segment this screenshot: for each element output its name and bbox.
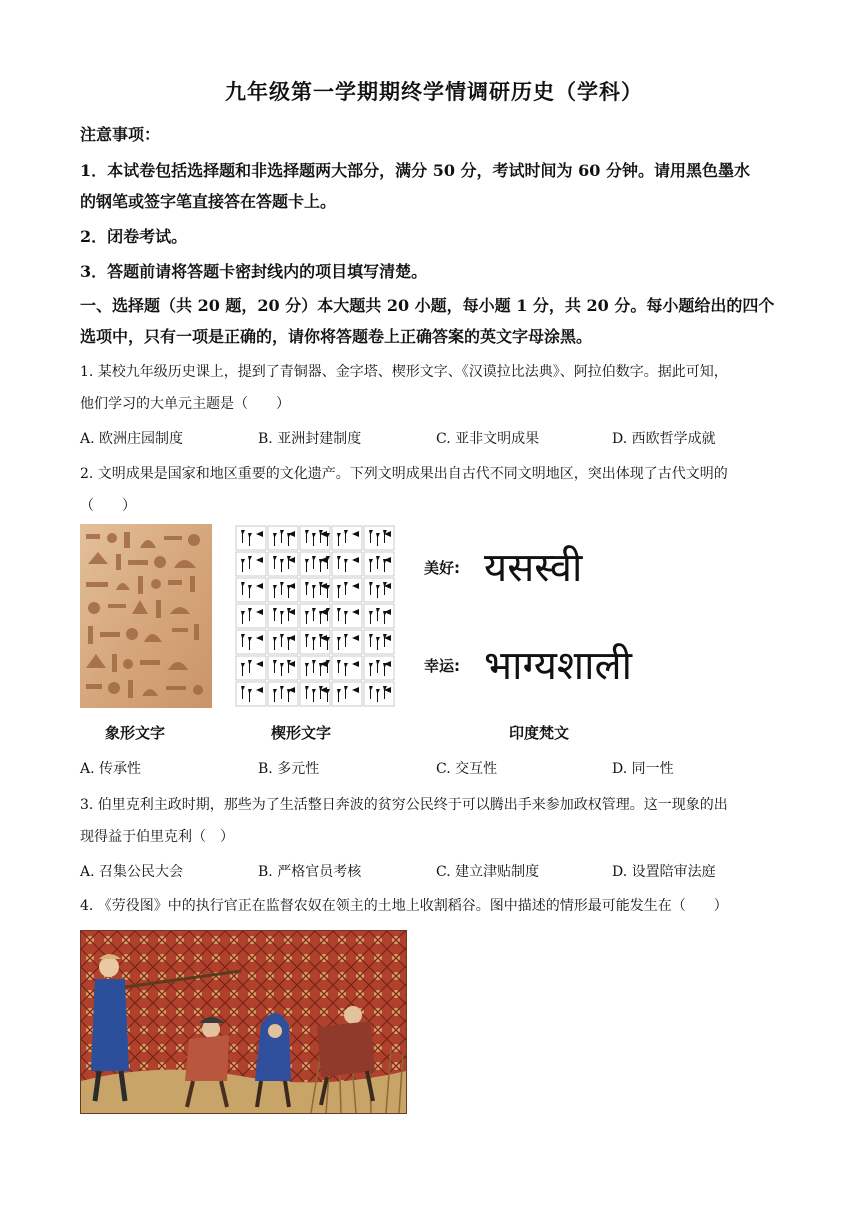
q3-option-c: C. 建立津贴制度	[436, 864, 540, 880]
sanskrit-label-beautiful: 美好:	[424, 559, 460, 577]
question-4-stem: 4. 《劳役图》中的执行官正在监督农奴在领主的土地上收割稻谷。图中描述的情形最可能发生在（ ）	[80, 898, 728, 914]
q2-option-b: B. 多元性	[258, 761, 320, 777]
question-2-stem: 2. 文明成果是国家和地区重要的文化遗产。下列文明成果出自古代不同文明地区，突出体现了古代文明的	[80, 466, 728, 482]
hieroglyph-image	[80, 524, 212, 708]
q1-option-b: B. 亚洲封建制度	[258, 431, 362, 447]
sanskrit-label-lucky: 幸运:	[424, 657, 460, 675]
question-3-stem: 3. 伯里克利主政时期，那些为了生活整日奔波的贫穷公民终于可以腾出手来参加政权管理。这一现象的出	[80, 797, 728, 813]
q3-option-d: D. 设置陪审法庭	[612, 864, 716, 880]
notice-item-1-cont: 的钢笔或签字笔直接答在答题卡上。	[80, 192, 337, 211]
sanskrit-word-beautiful: यसस्वी	[484, 545, 583, 591]
q1-option-a: A. 欧洲庄园制度	[80, 431, 184, 447]
q2-option-a: A. 传承性	[80, 761, 142, 777]
caption-cuneiform: 楔形文字	[271, 724, 332, 742]
notice-heading: 注意事项：	[80, 125, 161, 144]
labor-illustration	[80, 930, 407, 1114]
question-3-stem-cont: 现得益于伯里克利（ ）	[80, 829, 234, 845]
section-1-instructions: 一、选择题（共 20 题，20 分）本大题共 20 小题，每小题 1 分，共 20 分。每小题给出的四个	[80, 296, 775, 315]
section-1-instructions-cont: 选项中，只有一项是正确的，请你将答题卷上正确答案的英文字母涂黑。	[80, 327, 593, 346]
q2-option-c: C. 交互性	[436, 761, 498, 777]
q2-option-d: D. 同一性	[612, 761, 674, 777]
cuneiform-image	[234, 524, 402, 708]
caption-hieroglyphs: 象形文字	[105, 724, 166, 742]
question-1-stem-cont: 他们学习的大单元主题是（ ）	[80, 396, 290, 412]
q3-option-b: B. 严格官员考核	[258, 864, 362, 880]
q1-option-d: D. 西欧哲学成就	[612, 431, 716, 447]
notice-item-3: 3．答题前请将答题卡密封线内的项目填写清楚。	[80, 262, 428, 281]
notice-item-1: 1．本试卷包括选择题和非选择题两大部分，满分 50 分，考试时间为 60 分钟。请用黑色墨水	[80, 161, 750, 180]
sanskrit-word-lucky: भाग्यशाली	[484, 643, 632, 689]
question-2-stem-cont: （ ）	[80, 498, 136, 514]
q1-option-c: C. 亚非文明成果	[436, 431, 540, 447]
caption-sanskrit: 印度梵文	[509, 724, 570, 742]
question-1-stem: 1. 某校九年级历史课上，提到了青铜器、金字塔、楔形文字、《汉谟拉比法典》、阿拉伯数字。据此可知，	[80, 364, 728, 380]
notice-item-2: 2．闭卷考试。	[80, 227, 188, 246]
q3-option-a: A. 召集公民大会	[80, 864, 184, 880]
page-title: 九年级第一学期期终学情调研历史（学科）	[225, 79, 643, 104]
